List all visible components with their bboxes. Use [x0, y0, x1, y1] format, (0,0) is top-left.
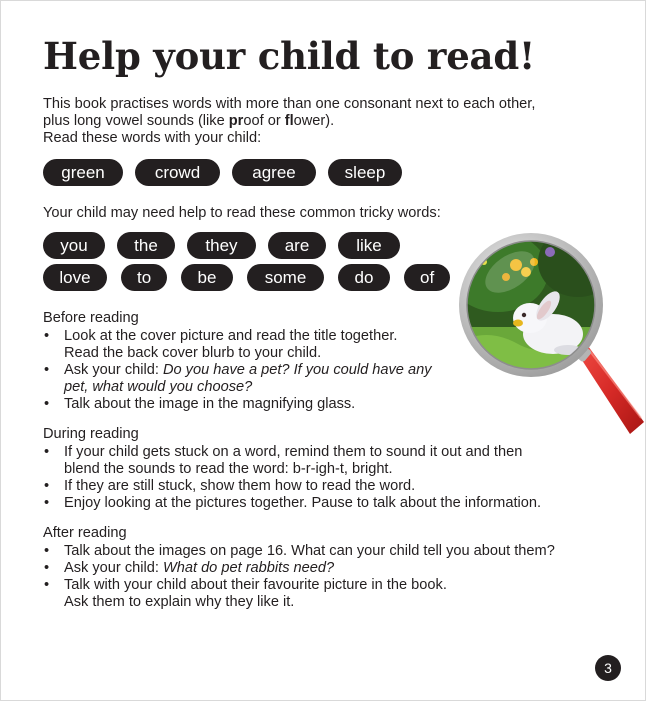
- list-item: • Ask your child: What do pet rabbits need?: [43, 560, 603, 577]
- during-reading-heading: During reading: [43, 426, 139, 442]
- word-pill: the: [117, 232, 175, 259]
- after-reading-list: [43, 543, 603, 611]
- list-item: • Enjoy looking at the pictures together. Pause to talk about the information.: [43, 495, 603, 512]
- tricky-words-row-1: [43, 232, 400, 259]
- during-reading-list: [43, 444, 603, 512]
- word-pill: sleep: [328, 159, 402, 186]
- list-item: • Ask your child: Do you have a pet? If you could have any pet, what would you choose?: [43, 362, 603, 396]
- word-pill: of: [404, 264, 450, 291]
- intro-line-1: This book practises words with more than one consonant next to each other,: [43, 96, 536, 112]
- word-pill: like: [338, 232, 400, 259]
- intro-line-3: Read these words with your child:: [43, 130, 262, 146]
- word-pill: agree: [232, 159, 316, 186]
- word-pill: green: [43, 159, 123, 186]
- after-reading-heading: After reading: [43, 525, 127, 541]
- magnifying-glass-image: [458, 232, 646, 442]
- list-item: • Talk about the images on page 16. What can your child tell you about them?: [43, 543, 603, 560]
- page-number-badge: 3: [595, 655, 621, 681]
- page-title: Help your child to read!: [43, 34, 536, 78]
- word-pill: you: [43, 232, 105, 259]
- intro-line-2: plus long vowel sounds (like proof or flower).: [43, 113, 335, 129]
- word-pill: be: [181, 264, 233, 291]
- list-item: • Look at the cover picture and read the title together. Read the back cover blurb to your child.: [43, 328, 603, 362]
- word-pill: love: [43, 264, 107, 291]
- word-pill: some: [247, 264, 324, 291]
- list-item: • If your child gets stuck on a word, remind them to sound it out and then blend the sounds to read the word: b-r-igh-t, bright.: [43, 444, 603, 478]
- practice-words: [43, 159, 402, 186]
- list-item: • If they are still stuck, show them how to read the word.: [43, 478, 603, 495]
- list-item: • Talk with your child about their favourite picture in the book. Ask them to explain why they like it.: [43, 577, 603, 611]
- word-pill: they: [187, 232, 256, 259]
- word-pill: to: [121, 264, 167, 291]
- list-item: • Talk about the image in the magnifying glass.: [43, 396, 603, 413]
- word-pill: do: [338, 264, 390, 291]
- tricky-words-row-2: [43, 264, 450, 291]
- word-pill: crowd: [135, 159, 220, 186]
- tricky-intro: Your child may need help to read these common tricky words:: [43, 205, 441, 221]
- word-pill: are: [268, 232, 326, 259]
- before-reading-heading: Before reading: [43, 310, 139, 326]
